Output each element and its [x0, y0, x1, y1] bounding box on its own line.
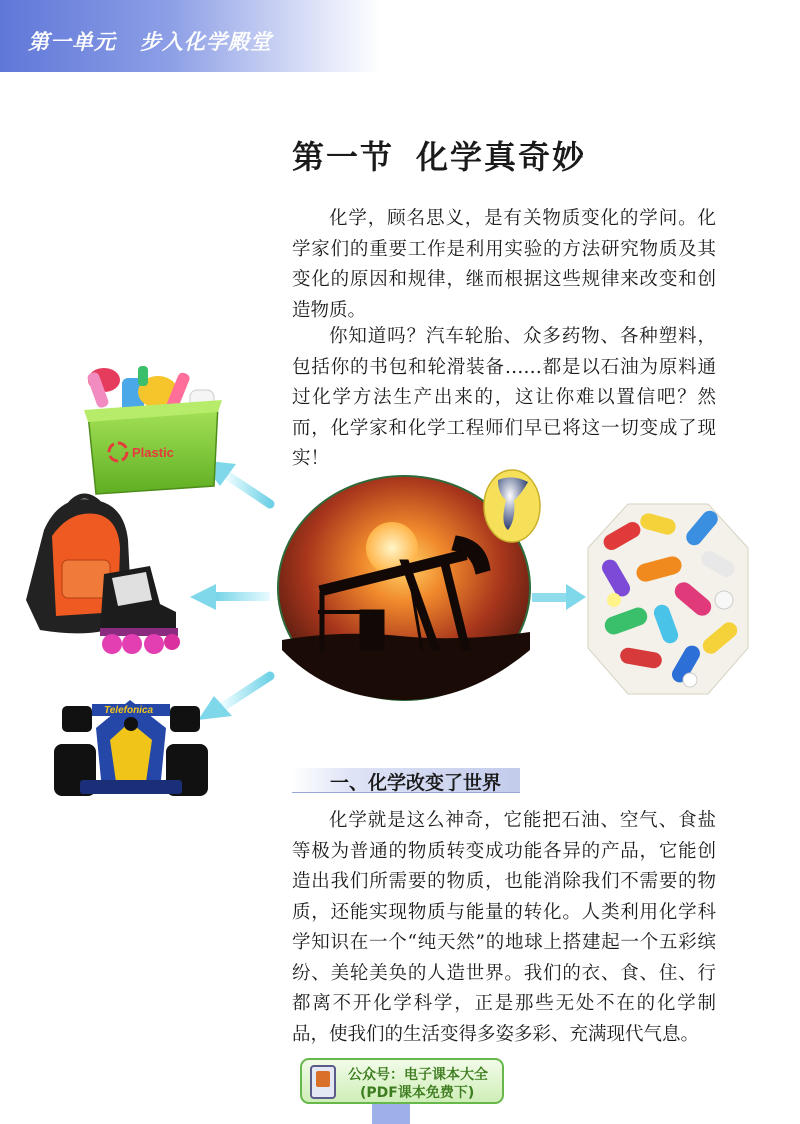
section-name: 化学真奇妙 [416, 138, 587, 176]
bin-label: Plastic [132, 445, 174, 460]
unit-number: 第一单元 [28, 30, 116, 54]
plastic-recycling-bin [84, 366, 222, 494]
subsection-heading [292, 768, 520, 793]
arrow-to-backpack [190, 584, 270, 610]
arrow-to-car [198, 676, 270, 720]
racing-car [54, 700, 208, 796]
unit-title: 步入化学殿堂 [140, 30, 272, 54]
car-sponsor-label: Telefonica [104, 705, 154, 716]
backpack-and-skate [26, 496, 180, 654]
subsection-title: 一、化学改变了世界 [330, 772, 502, 794]
intro-paragraph: 化学，顾名思义，是有关物质变化的学问。化学家们的重要工作是利用实验的方法研究物质及其变化的原因和规律，继而根据这些规律来改变和创造物质。 [292, 208, 716, 321]
watermark-badge [300, 1058, 504, 1104]
petroleum-paragraph: 你知道吗？汽车轮胎、众多药物、各种塑料，包括你的书包和轮滑装备……都是以石油为原料通过化学方法生产出来的，这让你难以置信吧？然而，化学家和化学工程师们早已将这一切变成了现实！ [292, 326, 716, 469]
page-footer-tab [372, 1104, 410, 1124]
medicines-image [588, 504, 748, 694]
section-number: 第一节 [292, 138, 395, 176]
phone-icon [310, 1065, 336, 1099]
badge-line-1: 公众号：电子课本大全 [348, 1067, 488, 1083]
chemistry-world-paragraph: 化学就是这么神奇，它能把石油、空气、食盐等极为普通的物质转变成功能各异的产品，它能创造出我们所需要的物质，也能消除我们不需要的物质，还能实现物质与能量的转化。人类利用化学科学知识在一个“纯天然”的地球上搭建起一个五彩缤纷、美轮美奂的人造世界。我们的衣、食、住、行都离不开化学科学，正是那些无处不在的化学制品，使我们的生活变得多姿多彩、充满现代气息。 [292, 810, 716, 1045]
badge-line-2: (PDF课本免费下) [360, 1085, 475, 1101]
oil-drop-inset [484, 470, 540, 542]
arrow-to-medicines [532, 584, 586, 610]
